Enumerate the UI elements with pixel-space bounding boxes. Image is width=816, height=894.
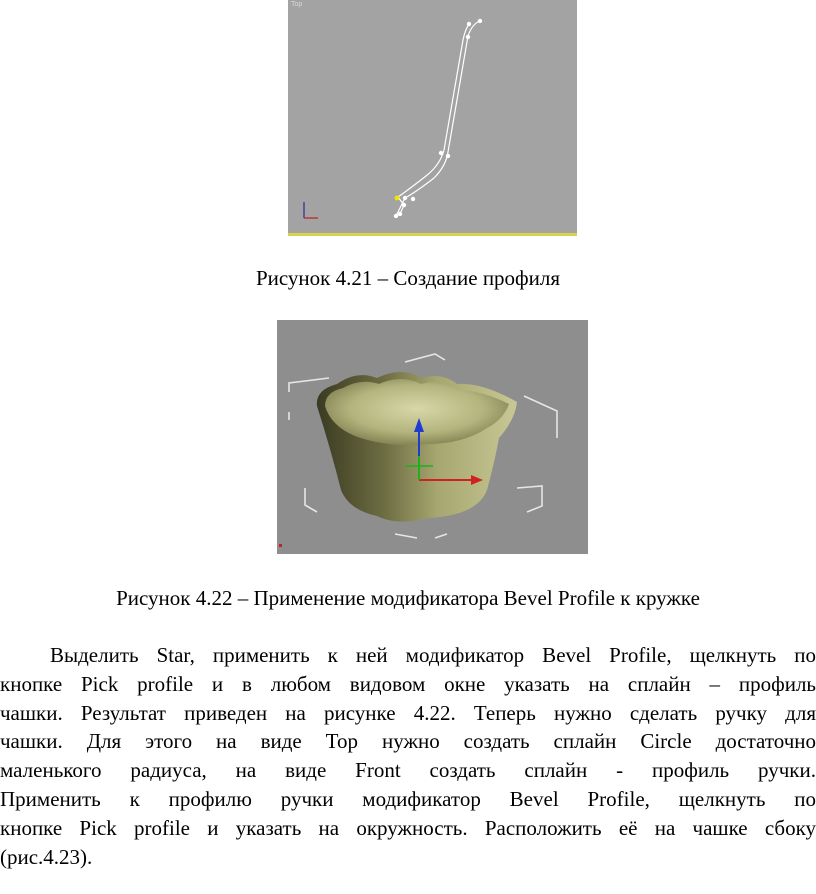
- paragraph-line: маленького радиуса, на виде Front создать сплайн - профиль ручки.: [0, 758, 816, 783]
- vertex: [466, 35, 470, 39]
- profile-spline-outer: [405, 21, 480, 198]
- origin-marker: [279, 544, 282, 547]
- vertex: [403, 196, 407, 200]
- profile-viewport[interactable]: [288, 0, 577, 236]
- vertex: [478, 19, 482, 23]
- bbox-corner: [289, 378, 329, 392]
- spline-vertices: [394, 19, 482, 218]
- cup-render: [277, 320, 588, 554]
- bbox-corner: [305, 488, 317, 512]
- paragraph-line: Применить к профилю ручки модификатор Bevel Profile, щелкнуть по: [0, 786, 816, 811]
- vertex: [411, 197, 415, 201]
- paragraph-line: чашки. Для этого на виде Top нужно создать сплайн Circle достаточно: [0, 729, 816, 754]
- bbox-corner: [395, 534, 417, 538]
- paragraph-line: чашки. Результат приведен на рисунке 4.22. Теперь нужно сделать ручку для: [0, 700, 816, 725]
- axis-gizmo: [304, 202, 318, 218]
- vertex: [439, 151, 443, 155]
- bbox-corner: [524, 396, 557, 438]
- vertex: [402, 203, 406, 207]
- paragraph-line: кнопке Pick profile и указать на окружность. Расположить её на чашке сбоку: [0, 815, 816, 840]
- bbox-corner: [435, 534, 447, 538]
- vertex: [394, 214, 398, 218]
- bbox-corner: [517, 486, 542, 512]
- profile-spline-inner: [398, 24, 469, 197]
- vertex: [398, 212, 402, 216]
- viewport-label[interactable]: Top: [291, 1, 303, 8]
- paragraph-line: Выделить Star, применить к ней модификатор Bevel Profile, щелкнуть по: [50, 643, 816, 667]
- figure-caption-4-22: Рисунок 4.22 – Применение модификатора Bevel Profile к кружке: [116, 586, 700, 610]
- paragraph-line: кнопке Pick profile и в любом видовом окне указать на сплайн – профиль: [0, 671, 816, 696]
- viewport-active-border: [288, 233, 577, 236]
- profile-spline-drawing: [288, 0, 577, 236]
- body-paragraph: [0, 641, 816, 871]
- cup-viewport[interactable]: [277, 320, 588, 554]
- selected-vertex: [395, 196, 400, 201]
- paragraph-line: (рис.4.23).: [0, 844, 93, 869]
- figure-caption-4-21: Рисунок 4.21 – Создание профиля: [255, 266, 561, 290]
- vertex: [446, 154, 450, 158]
- bbox-corner: [405, 354, 445, 362]
- vertex: [467, 22, 471, 26]
